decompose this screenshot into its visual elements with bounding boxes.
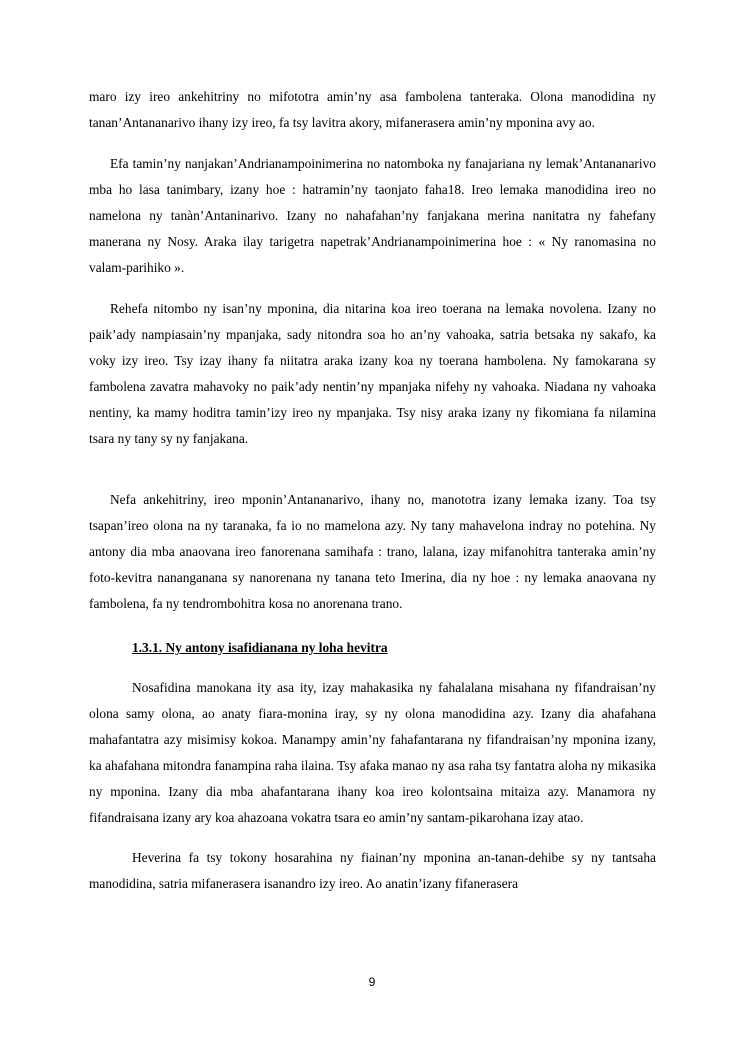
section-paragraph-1: Nosafidina manokana ity asa ity, izay mahakasika ny fahalalana misahana ny fifandraisan’ny olona samy olona, ao anaty fiara-monina iray, sy ny olona manodidina azy. Izany dia ahafahana mahafantatra azy misimisy kokoa. Manampy amin’ny fahafantarana ny fifandraisan’ny mponina izany, ka ahafahana mitondra fanampina raha ilaina. Tsy afaka manao ny asa raha tsy fantatra aloha ny mikasika ny mponina. Izany dia mba ahafantarana ihany koa ireo kolontsaina mitaiza azy. Manamora ny fifandraisana izany ary koa ahazoana vokatra tsara eo amin’ny santam-pikarohana izay atao. (89, 680, 656, 825)
section-heading: 1.3.1. Ny antony isafidianana ny loha hevitra (132, 640, 388, 655)
document-page (89, 84, 656, 897)
paragraph-1: maro izy ireo ankehitriny no mifototra amin’ny asa fambolena tanteraka. Olona manodidina ny tanan’Antananarivo ihany izy ireo, fa tsy lavitra akory, mifanerasera amin’ny mponina avy ao. (89, 89, 656, 130)
page-number: 9 (368, 975, 376, 989)
paragraph-2: Efa tamin’ny nanjakan’Andrianampoinimerina no natomboka ny fanajariana ny lemak’Antananarivo mba ho lasa tanimbary, izany hoe : hatramin’ny taonjato faha18. Ireo lemaka manodidina ireo no namelona ny tanàn’Antaninarivo. Izany no nahafahan’ny fanjakana merina nanitatra ny fahefany manerana ny Nosy. Araka ilay tarigetra napetrak’Andrianampoinimerina hoe : « Ny ranomasina no valam-parihiko ». (89, 156, 656, 275)
section-paragraph-2: Heverina fa tsy tokony hosarahina ny fiainan’ny mponina an-tanan-dehibe sy ny tantsaha manodidina, satria mifanerasera isanandro izy ireo. Ao anatin’izany fifanerasera (89, 850, 656, 891)
paragraph-4: Nefa ankehitriny, ireo mponin’Antananarivo, ihany no, manototra izany lemaka izany. Toa tsy tsapan’ireo olona na ny taranaka, fa io no mamelona azy. Ny tany mahavelona indray no potehina. Ny antony dia mba anaovana ireo fanorenana samihafa : trano, lalana, izay mifanohitra tanteraka amin’ny foto-kevitra nananganana sy nanorenana ny tanana teto Imerina, dia ny hoe : ny lemaka anaovana ny fambolena, fa ny tendrombohitra kosa no anorenana trano. (89, 492, 656, 611)
paragraph-3: Rehefa nitombo ny isan’ny mponina, dia nitarina koa ireo toerana na lemaka novolena. Izany no paik’ady nampiasain’ny mpanjaka, sady nitondra soa ho an’ny vahoaka, satria betsaka ny sakafo, ka voky izy ireo. Tsy izay ihany fa niitatra araka izany koa ny toerana hambolena. Ny famokarana sy fambolena zavatra mahavoky no paik’ady nentin’ny mpanjaka nifehy ny vahoaka. Niadana ny vahoaka nentiny, ka mamy hoditra tamin’izy ireo ny mpanjaka. Tsy nisy araka izany ny fikomiana fa nilamina tsara ny tany sy ny fanjakana. (89, 301, 656, 446)
